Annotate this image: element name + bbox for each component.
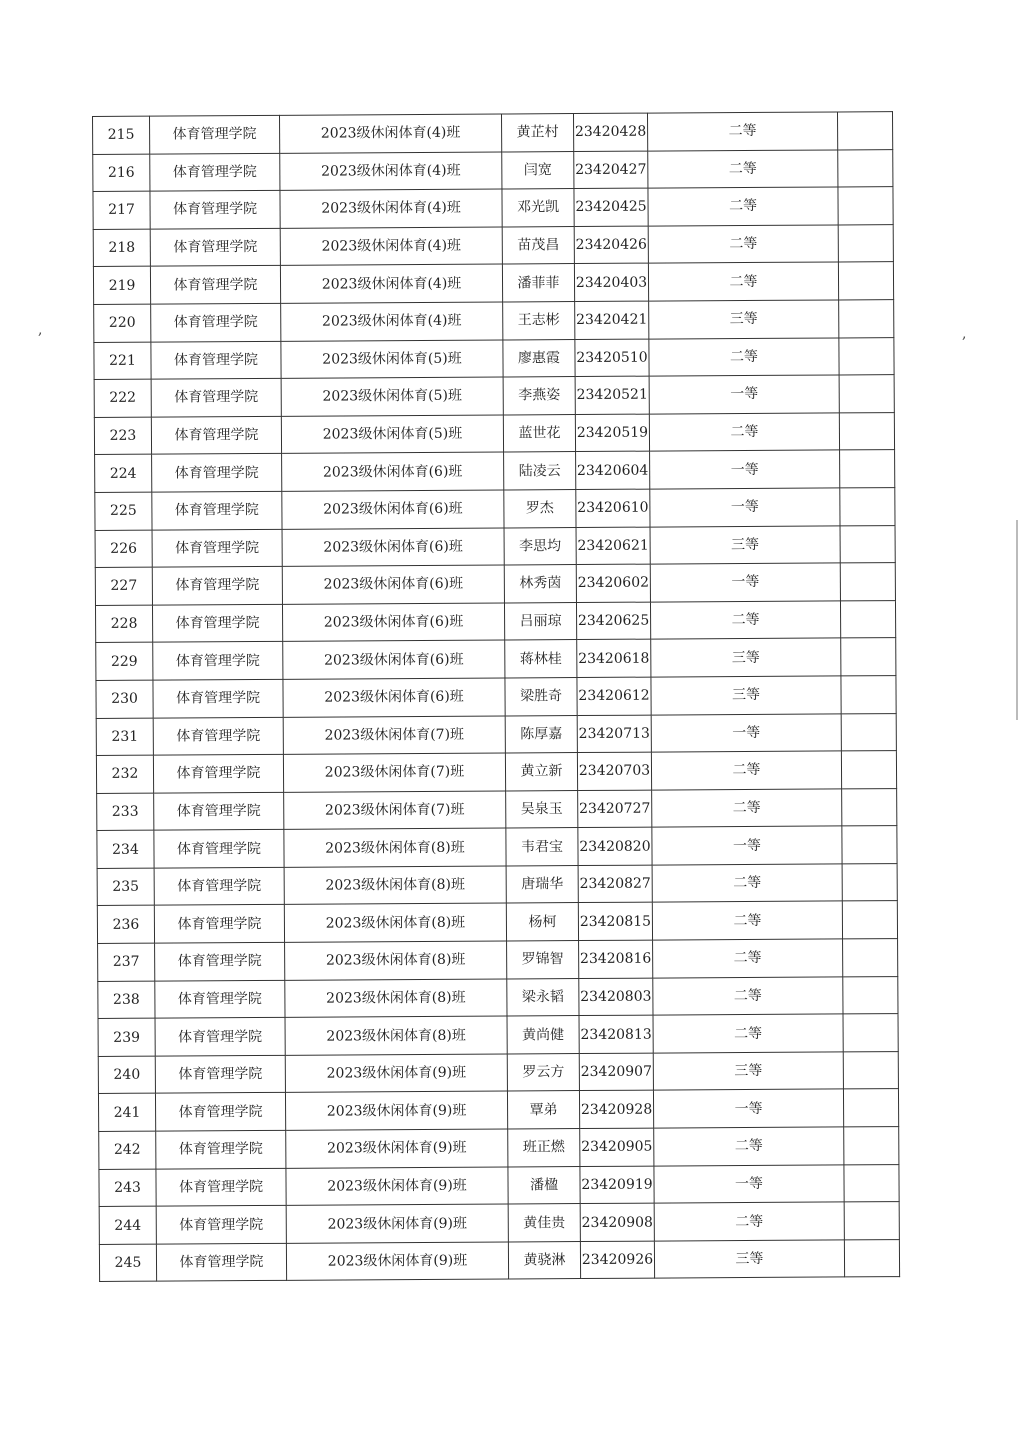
college-cell: 体育管理学院 xyxy=(150,153,280,191)
award-grade-cell: 二等 xyxy=(654,1127,844,1166)
remarks-cell xyxy=(838,224,893,262)
serial-number-cell: 245 xyxy=(99,1244,156,1282)
student-id-cell: 23420908 xyxy=(580,1203,654,1241)
college-cell: 体育管理学院 xyxy=(151,303,281,341)
table-row xyxy=(99,1202,899,1244)
college-cell: 体育管理学院 xyxy=(155,1018,285,1056)
table-row xyxy=(97,863,897,905)
table-row xyxy=(98,939,898,981)
student-name-cell: 蒋林桂 xyxy=(505,640,577,678)
serial-number-cell: 220 xyxy=(94,304,151,342)
table-row xyxy=(95,563,895,605)
college-cell: 体育管理学院 xyxy=(155,1093,285,1131)
remarks-cell xyxy=(844,1239,899,1277)
college-cell: 体育管理学院 xyxy=(150,266,280,304)
class-cell: 2023级休闲体育(4)班 xyxy=(281,302,503,341)
student-id-cell: 23420426 xyxy=(574,226,648,264)
student-id-cell: 23420602 xyxy=(576,564,650,602)
table-row xyxy=(93,149,893,191)
college-cell: 体育管理学院 xyxy=(151,379,281,417)
student-id-cell: 23420816 xyxy=(579,940,653,978)
serial-number-cell: 216 xyxy=(93,154,150,192)
remarks-cell xyxy=(838,149,893,187)
table-row xyxy=(94,300,894,342)
remarks-cell xyxy=(839,375,894,413)
award-grade-cell: 二等 xyxy=(647,112,837,151)
award-grade-cell: 二等 xyxy=(651,751,841,790)
serial-number-cell: 242 xyxy=(99,1131,156,1169)
student-name-cell: 廖惠霞 xyxy=(503,339,575,377)
student-name-cell: 林秀茵 xyxy=(504,565,576,603)
college-cell: 体育管理学院 xyxy=(152,454,282,492)
class-cell: 2023级休闲体育(9)班 xyxy=(286,1167,508,1206)
award-grade-cell: 二等 xyxy=(652,789,842,828)
college-cell: 体育管理学院 xyxy=(153,679,283,717)
table-row xyxy=(99,1127,899,1169)
class-cell: 2023级休闲体育(8)班 xyxy=(284,903,506,942)
student-id-cell: 23420713 xyxy=(577,715,651,753)
student-id-cell: 23420727 xyxy=(578,790,652,828)
student-name-cell: 李燕姿 xyxy=(503,377,575,415)
student-name-cell: 潘菲菲 xyxy=(502,264,574,302)
college-cell: 体育管理学院 xyxy=(154,830,284,868)
remarks-cell xyxy=(838,187,893,225)
class-cell: 2023级休闲体育(8)班 xyxy=(284,828,506,867)
college-cell: 体育管理学院 xyxy=(150,115,280,153)
remarks-cell xyxy=(841,713,896,751)
student-name-cell: 陈厚嘉 xyxy=(505,715,577,753)
table-row xyxy=(99,1239,899,1281)
table-row xyxy=(93,262,893,304)
remarks-cell xyxy=(839,337,894,375)
student-id-cell: 23420612 xyxy=(577,677,651,715)
student-id-cell: 23420521 xyxy=(575,376,649,414)
class-cell: 2023级休闲体育(9)班 xyxy=(285,1091,507,1130)
student-name-cell: 黄骁淋 xyxy=(508,1241,580,1279)
table-row xyxy=(97,901,897,943)
student-id-cell: 23420813 xyxy=(579,1015,653,1053)
remarks-cell xyxy=(837,112,892,150)
serial-number-cell: 235 xyxy=(97,868,154,906)
award-grade-cell: 二等 xyxy=(653,977,843,1016)
award-grade-cell: 三等 xyxy=(654,1240,844,1279)
student-id-cell: 23420428 xyxy=(573,113,647,151)
table-row xyxy=(93,112,893,154)
class-cell: 2023级休闲体育(6)班 xyxy=(282,565,504,604)
student-name-cell: 黄佳贵 xyxy=(508,1204,580,1242)
serial-number-cell: 243 xyxy=(99,1169,156,1207)
table-row xyxy=(93,187,893,229)
student-id-cell: 23420625 xyxy=(576,602,650,640)
student-name-cell: 黄尚健 xyxy=(507,1016,579,1054)
remarks-cell xyxy=(844,1202,899,1240)
award-grade-cell: 一等 xyxy=(651,713,841,752)
remarks-cell xyxy=(838,262,893,300)
class-cell: 2023级休闲体育(4)班 xyxy=(280,189,502,228)
class-cell: 2023级休闲体育(6)班 xyxy=(282,490,504,529)
remarks-cell xyxy=(843,1051,898,1089)
serial-number-cell: 238 xyxy=(98,981,155,1019)
student-id-cell: 23420905 xyxy=(580,1128,654,1166)
remarks-cell xyxy=(840,563,895,601)
scan-speck-right: , xyxy=(962,326,967,342)
serial-number-cell: 224 xyxy=(95,454,152,492)
award-grade-cell: 一等 xyxy=(649,375,839,414)
award-grade-cell: 二等 xyxy=(649,413,839,452)
college-cell: 体育管理学院 xyxy=(153,642,283,680)
student-name-cell: 黄芷村 xyxy=(501,114,573,152)
award-grade-cell: 一等 xyxy=(653,1089,843,1128)
award-grade-cell: 一等 xyxy=(654,1165,844,1204)
serial-number-cell: 244 xyxy=(99,1206,156,1244)
student-id-cell: 23420703 xyxy=(577,752,651,790)
college-cell: 体育管理学院 xyxy=(156,1206,286,1244)
class-cell: 2023级休闲体育(9)班 xyxy=(286,1129,508,1168)
student-name-cell: 唐瑞华 xyxy=(506,865,578,903)
table-row xyxy=(96,713,896,755)
serial-number-cell: 236 xyxy=(97,906,154,944)
remarks-cell xyxy=(842,863,897,901)
table-row xyxy=(98,1089,898,1131)
student-name-cell: 吕丽琼 xyxy=(504,602,576,640)
college-cell: 体育管理学院 xyxy=(154,867,284,905)
student-name-cell: 邓光凯 xyxy=(502,189,574,227)
class-cell: 2023级休闲体育(9)班 xyxy=(285,1054,507,1093)
student-id-cell: 23420618 xyxy=(577,639,651,677)
table-row xyxy=(95,600,895,642)
table-body xyxy=(93,112,900,1282)
remarks-cell xyxy=(843,976,898,1014)
student-id-cell: 23420403 xyxy=(574,263,648,301)
award-grade-cell: 三等 xyxy=(651,676,841,715)
college-cell: 体育管理学院 xyxy=(156,1130,286,1168)
table-row xyxy=(95,488,895,530)
serial-number-cell: 218 xyxy=(93,229,150,267)
college-cell: 体育管理学院 xyxy=(152,604,282,642)
remarks-cell xyxy=(844,1127,899,1165)
class-cell: 2023级休闲体育(4)班 xyxy=(279,114,501,153)
class-cell: 2023级休闲体育(4)班 xyxy=(280,152,502,191)
class-cell: 2023级休闲体育(8)班 xyxy=(285,979,507,1018)
award-grade-cell: 二等 xyxy=(653,939,843,978)
remarks-cell xyxy=(842,901,897,939)
table-row xyxy=(98,1051,898,1093)
student-name-cell: 班正燃 xyxy=(508,1129,580,1167)
class-cell: 2023级休闲体育(9)班 xyxy=(286,1204,508,1243)
college-cell: 体育管理学院 xyxy=(152,529,282,567)
award-grade-cell: 二等 xyxy=(652,901,842,940)
serial-number-cell: 230 xyxy=(96,680,153,718)
student-name-cell: 苗茂昌 xyxy=(502,226,574,264)
college-cell: 体育管理学院 xyxy=(155,1055,285,1093)
student-id-cell: 23420919 xyxy=(580,1166,654,1204)
award-grade-cell: 二等 xyxy=(652,864,842,903)
student-name-cell: 梁永韬 xyxy=(507,978,579,1016)
award-grade-cell: 三等 xyxy=(653,1052,843,1091)
serial-number-cell: 228 xyxy=(95,605,152,643)
remarks-cell xyxy=(843,1089,898,1127)
table-row xyxy=(94,337,894,379)
student-name-cell: 覃弟 xyxy=(507,1091,579,1129)
table-row xyxy=(99,1164,899,1206)
serial-number-cell: 237 xyxy=(98,943,155,981)
remarks-cell xyxy=(842,826,897,864)
class-cell: 2023级休闲体育(6)班 xyxy=(283,678,505,717)
award-grade-cell: 二等 xyxy=(649,338,839,377)
student-name-cell: 罗云方 xyxy=(507,1053,579,1091)
table-row xyxy=(95,450,895,492)
student-id-cell: 23420510 xyxy=(575,339,649,377)
award-list-table xyxy=(92,111,900,1282)
table-row xyxy=(97,826,897,868)
table-row xyxy=(94,412,894,454)
remarks-cell xyxy=(840,488,895,526)
table-row xyxy=(98,1014,898,1056)
student-name-cell: 韦君宝 xyxy=(506,828,578,866)
remarks-cell xyxy=(841,638,896,676)
serial-number-cell: 234 xyxy=(97,830,154,868)
award-grade-cell: 一等 xyxy=(650,563,840,602)
table-row xyxy=(96,676,896,718)
class-cell: 2023级休闲体育(5)班 xyxy=(281,340,503,379)
student-id-cell: 23420820 xyxy=(578,827,652,865)
serial-number-cell: 227 xyxy=(95,567,152,605)
class-cell: 2023级休闲体育(5)班 xyxy=(281,415,503,454)
class-cell: 2023级休闲体育(5)班 xyxy=(281,377,503,416)
student-id-cell: 23420610 xyxy=(576,489,650,527)
student-id-cell: 23420827 xyxy=(578,865,652,903)
award-grade-cell: 一等 xyxy=(650,488,840,527)
student-id-cell: 23420519 xyxy=(575,414,649,452)
college-cell: 体育管理学院 xyxy=(151,341,281,379)
student-name-cell: 王志彬 xyxy=(503,302,575,340)
student-name-cell: 梁胜奇 xyxy=(505,677,577,715)
award-grade-cell: 三等 xyxy=(651,638,841,677)
remarks-cell xyxy=(843,939,898,977)
class-cell: 2023级休闲体育(8)班 xyxy=(285,941,507,980)
award-grade-cell: 三等 xyxy=(650,525,840,564)
student-id-cell: 23420907 xyxy=(579,1053,653,1091)
class-cell: 2023级休闲体育(6)班 xyxy=(282,603,504,642)
class-cell: 2023级休闲体育(8)班 xyxy=(285,1016,507,1055)
college-cell: 体育管理学院 xyxy=(155,980,285,1018)
college-cell: 体育管理学院 xyxy=(156,1243,286,1281)
student-id-cell: 23420604 xyxy=(576,451,650,489)
award-grade-cell: 二等 xyxy=(650,601,840,640)
college-cell: 体育管理学院 xyxy=(153,754,283,792)
award-grade-cell: 二等 xyxy=(653,1014,843,1053)
remarks-cell xyxy=(839,300,894,338)
class-cell: 2023级休闲体育(4)班 xyxy=(280,264,502,303)
table-row xyxy=(96,751,896,793)
college-cell: 体育管理学院 xyxy=(154,792,284,830)
college-cell: 体育管理学院 xyxy=(150,191,280,229)
award-grade-cell: 一等 xyxy=(652,826,842,865)
table-row xyxy=(98,976,898,1018)
student-id-cell: 23420427 xyxy=(574,151,648,189)
serial-number-cell: 222 xyxy=(94,379,151,417)
student-name-cell: 罗锦智 xyxy=(507,941,579,979)
serial-number-cell: 225 xyxy=(95,492,152,530)
class-cell: 2023级休闲体育(4)班 xyxy=(280,227,502,266)
college-cell: 体育管理学院 xyxy=(153,717,283,755)
student-name-cell: 杨柯 xyxy=(506,903,578,941)
serial-number-cell: 229 xyxy=(96,642,153,680)
college-cell: 体育管理学院 xyxy=(150,228,280,266)
table-row xyxy=(93,224,893,266)
class-cell: 2023级休闲体育(7)班 xyxy=(283,753,505,792)
college-cell: 体育管理学院 xyxy=(154,905,284,943)
college-cell: 体育管理学院 xyxy=(152,491,282,529)
serial-number-cell: 240 xyxy=(98,1056,155,1094)
scan-speck-left: , xyxy=(38,322,43,338)
student-id-cell: 23420425 xyxy=(574,188,648,226)
student-id-cell: 23420815 xyxy=(578,903,652,941)
serial-number-cell: 239 xyxy=(98,1018,155,1056)
remarks-cell xyxy=(839,412,894,450)
class-cell: 2023级休闲体育(7)班 xyxy=(283,715,505,754)
class-cell: 2023级休闲体育(7)班 xyxy=(284,791,506,830)
serial-number-cell: 241 xyxy=(98,1094,155,1132)
award-grade-cell: 二等 xyxy=(648,225,838,264)
remarks-cell xyxy=(844,1164,899,1202)
student-name-cell: 蓝世花 xyxy=(503,414,575,452)
serial-number-cell: 233 xyxy=(97,793,154,831)
remarks-cell xyxy=(840,450,895,488)
college-cell: 体育管理学院 xyxy=(155,942,285,980)
student-id-cell: 23420803 xyxy=(579,978,653,1016)
student-id-cell: 23420421 xyxy=(575,301,649,339)
student-name-cell: 罗杰 xyxy=(504,489,576,527)
remarks-cell xyxy=(840,525,895,563)
class-cell: 2023级休闲体育(6)班 xyxy=(282,528,504,567)
serial-number-cell: 226 xyxy=(95,530,152,568)
remarks-cell xyxy=(841,676,896,714)
award-grade-cell: 二等 xyxy=(648,187,838,226)
class-cell: 2023级休闲体育(8)班 xyxy=(284,866,506,905)
table-row xyxy=(97,788,897,830)
class-cell: 2023级休闲体育(6)班 xyxy=(283,640,505,679)
serial-number-cell: 232 xyxy=(96,755,153,793)
table-row xyxy=(96,638,896,680)
serial-number-cell: 221 xyxy=(94,342,151,380)
award-grade-cell: 三等 xyxy=(649,300,839,339)
student-id-cell: 23420926 xyxy=(580,1241,654,1279)
serial-number-cell: 219 xyxy=(93,267,150,305)
scan-edge-mark xyxy=(1016,520,1018,720)
remarks-cell xyxy=(843,1014,898,1052)
college-cell: 体育管理学院 xyxy=(152,566,282,604)
student-name-cell: 潘楹 xyxy=(508,1166,580,1204)
student-name-cell: 闫宽 xyxy=(502,151,574,189)
award-grade-cell: 二等 xyxy=(654,1202,844,1241)
table-row xyxy=(95,525,895,567)
remarks-cell xyxy=(840,600,895,638)
serial-number-cell: 231 xyxy=(96,718,153,756)
student-id-cell: 23420928 xyxy=(579,1091,653,1129)
award-grade-cell: 一等 xyxy=(650,450,840,489)
student-name-cell: 黄立新 xyxy=(505,753,577,791)
award-grade-cell: 二等 xyxy=(648,150,838,189)
class-cell: 2023级休闲体育(6)班 xyxy=(282,452,504,491)
student-name-cell: 李思均 xyxy=(504,527,576,565)
college-cell: 体育管理学院 xyxy=(151,416,281,454)
remarks-cell xyxy=(841,751,896,789)
serial-number-cell: 215 xyxy=(93,116,150,154)
college-cell: 体育管理学院 xyxy=(156,1168,286,1206)
table-row xyxy=(94,375,894,417)
student-name-cell: 吴泉玉 xyxy=(506,790,578,828)
remarks-cell xyxy=(842,788,897,826)
student-id-cell: 23420621 xyxy=(576,527,650,565)
class-cell: 2023级休闲体育(9)班 xyxy=(286,1242,508,1281)
student-name-cell: 陆凌云 xyxy=(504,452,576,490)
award-grade-cell: 二等 xyxy=(648,262,838,301)
serial-number-cell: 223 xyxy=(94,417,151,455)
serial-number-cell: 217 xyxy=(93,191,150,229)
